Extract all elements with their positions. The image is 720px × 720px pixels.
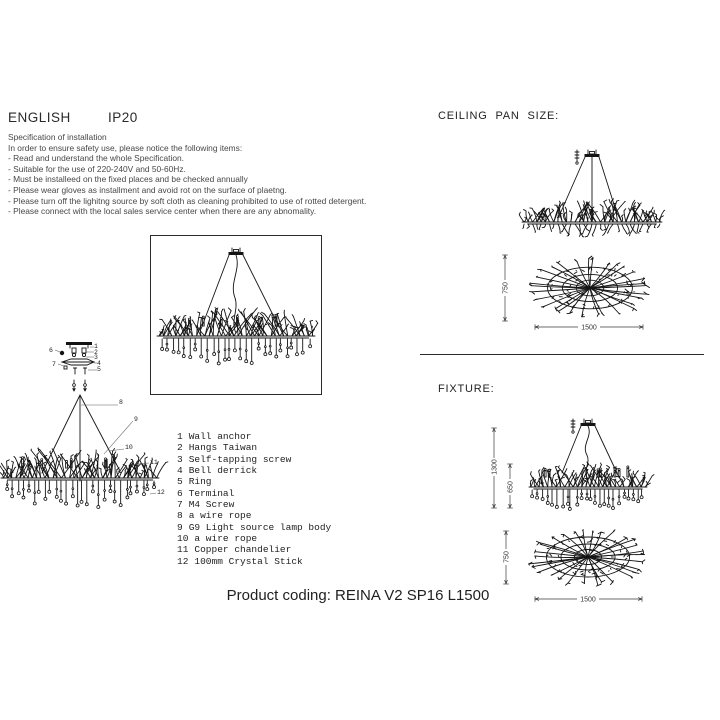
part-label: Ring — [188, 476, 212, 488]
spec-intro: In order to ensure safety use, please notice the following items: — [8, 142, 243, 153]
ceiling-pan-side-view-figure — [480, 138, 704, 246]
part-number: 9 — [177, 521, 183, 533]
spec-item: - Must be installeed on the fixed places and be checked annually — [8, 174, 248, 185]
dimension-label-fixture-depth: 750 — [503, 551, 511, 563]
part-number: 12 — [177, 555, 189, 567]
part-number: 3 — [177, 453, 183, 465]
part-label: Self-tapping screw — [188, 453, 292, 465]
part-label: Wall anchor — [188, 431, 252, 442]
ceiling-pan-top-view-figure — [485, 243, 700, 338]
part-number: 7 — [177, 499, 183, 511]
part-row — [177, 522, 331, 533]
part-number: 2 — [177, 442, 183, 454]
part-row — [177, 431, 331, 442]
dimension-label-ceiling-width: 1500 — [581, 324, 597, 332]
callout-number-12: 12 — [157, 489, 165, 496]
ceiling-pan-size-title: CEILING PAN SIZE: — [438, 110, 560, 122]
part-number: 11 — [177, 544, 189, 556]
part-label: a wire rope — [188, 510, 252, 522]
callout-number-7: 7 — [52, 361, 56, 368]
part-row — [177, 488, 331, 499]
callout-number-4: 4 — [97, 360, 101, 367]
callout-number-8: 8 — [119, 399, 123, 406]
parts-list — [177, 431, 331, 567]
fixture-title: FIXTURE: — [438, 383, 495, 395]
spec-item: - Read and understand the whole Specification. — [8, 153, 184, 164]
part-row — [177, 544, 331, 555]
spec-item: - Suitable for the use of 220-240V and 50-60Hz. — [8, 163, 186, 174]
callout-number-5: 5 — [97, 366, 101, 373]
installation-specification — [8, 132, 428, 217]
part-row — [177, 510, 331, 521]
part-row — [177, 442, 331, 453]
part-number: 10 — [177, 533, 189, 545]
part-label: Terminal — [188, 487, 235, 499]
callout-number-10: 10 — [125, 444, 133, 451]
part-row — [177, 533, 331, 544]
dimension-label-fixture-body-height: 650 — [507, 481, 515, 493]
part-label: 100mm Crystal Stick — [194, 555, 303, 567]
spec-item: - Please wear gloves as installment and avoid rot on the surface of plaetng. — [8, 184, 287, 195]
dimension-label-fixture-total-height: 1300 — [491, 459, 499, 475]
part-label: Bell derrick — [188, 465, 258, 477]
ip-rating-label: IP20 — [108, 110, 138, 125]
part-label: M4 Screw — [188, 499, 235, 511]
part-label: G9 Light source lamp body — [188, 521, 332, 533]
part-number: 1 — [177, 431, 183, 442]
spec-item: - Please connect with the local sales service center when there are any abnomality. — [8, 206, 317, 217]
part-number: 8 — [177, 510, 183, 522]
part-number: 6 — [177, 487, 183, 499]
dimension-label-fixture-width: 1500 — [580, 596, 596, 604]
callout-number-1: 1 — [94, 343, 98, 350]
part-row — [177, 476, 331, 487]
part-label: Hangs Taiwan — [188, 442, 258, 454]
language-label: ENGLISH — [8, 110, 71, 125]
part-row — [177, 499, 331, 510]
product-coding: Product coding: REINA V2 SP16 L1500 — [226, 587, 490, 604]
spec-heading: Specification of installation — [8, 132, 107, 142]
fixture-side-view-figure — [470, 407, 705, 521]
part-label: Copper chandelier — [194, 544, 292, 556]
callout-number-3: 3 — [94, 354, 98, 361]
part-number: 5 — [177, 476, 183, 488]
part-row — [177, 465, 331, 476]
part-row — [177, 556, 331, 567]
callout-number-6: 6 — [49, 347, 53, 354]
callout-number-9: 9 — [134, 416, 138, 423]
spec-item: - Please turn off the lighitng source by soft cloth as cleaning prohibited to use of rotted detergent. — [8, 195, 367, 206]
installation-diagram-figure — [0, 333, 178, 521]
part-row — [177, 454, 331, 465]
callout-number-11: 11 — [150, 459, 158, 466]
part-label: a wire rope — [194, 533, 258, 545]
callout-number-2: 2 — [94, 349, 98, 356]
section-divider — [420, 354, 704, 355]
part-number: 4 — [177, 465, 183, 477]
dimension-label-ceiling-depth: 750 — [502, 282, 510, 294]
